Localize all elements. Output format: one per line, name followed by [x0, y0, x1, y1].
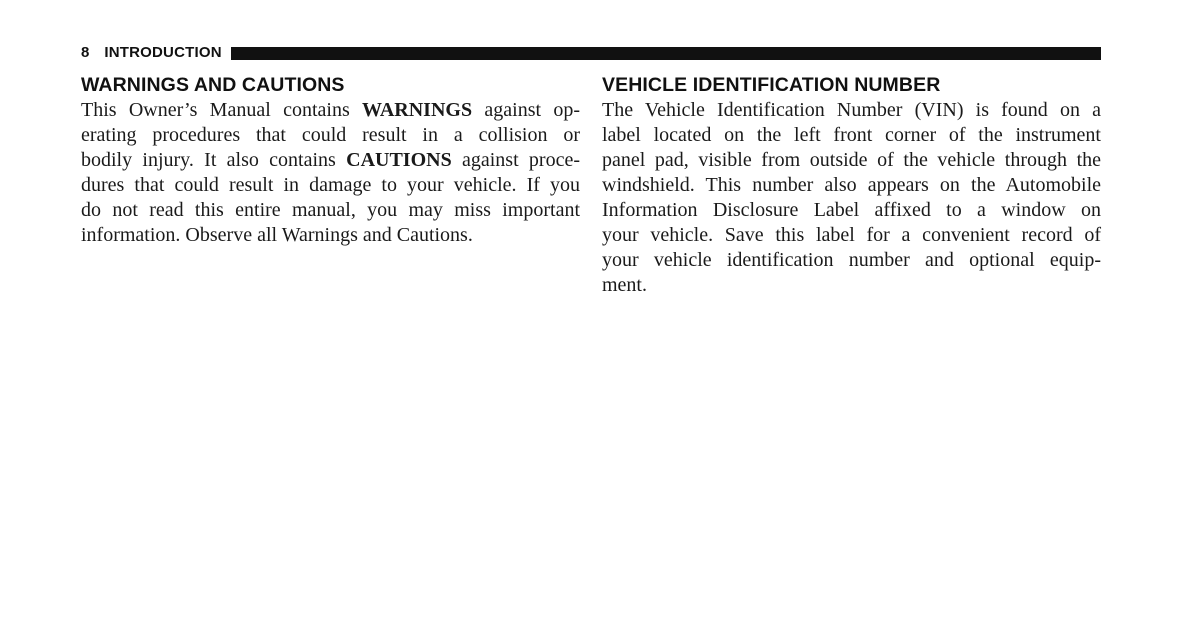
emphasis-text: WARNINGS	[362, 99, 473, 121]
text-line	[81, 223, 580, 248]
vin-section	[602, 72, 1101, 298]
text-run: label located on the left front corner of the instrument	[602, 124, 1101, 146]
text-run: windshield. This number also appears on the Automobile	[602, 174, 1101, 196]
warnings-heading: WARNINGS AND CAUTIONS	[81, 74, 345, 96]
text-run: dures that could result in damage to your vehicle. If you	[81, 174, 580, 196]
text-line	[602, 173, 1101, 198]
text-line	[81, 98, 580, 123]
text-run: erating procedures that could result in a collision or	[81, 124, 580, 146]
text-line	[602, 98, 1101, 123]
text-line	[602, 123, 1101, 148]
text-run: against op-	[472, 99, 581, 121]
text-line	[81, 123, 580, 148]
vin-paragraph	[602, 98, 1101, 298]
text-line	[602, 223, 1101, 248]
text-run: This Owner’s Manual contains	[81, 99, 363, 121]
text-run: panel pad, visible from outside of the vehicle through the	[602, 149, 1101, 171]
vin-heading: VEHICLE IDENTIFICATION NUMBER	[602, 74, 941, 96]
warnings-section	[81, 72, 580, 248]
warnings-paragraph	[81, 98, 580, 248]
section-title: INTRODUCTION	[104, 44, 222, 61]
text-run: against proce-	[451, 149, 581, 171]
text-run: The Vehicle Identification Number (VIN) is found on a	[602, 99, 1101, 121]
text-run: your vehicle. Save this label for a convenient record of	[602, 224, 1101, 246]
text-line	[602, 148, 1101, 173]
text-line	[602, 273, 1101, 298]
text-run: Information Disclosure Label affixed to a window on	[602, 199, 1101, 221]
text-line	[602, 248, 1101, 273]
running-head	[81, 44, 1101, 62]
text-run: do not read this entire manual, you may miss important	[81, 199, 580, 221]
page-number: 8	[81, 44, 90, 61]
text-run: bodily injury. It also contains	[81, 149, 347, 171]
header-rule	[231, 47, 1101, 60]
text-run: your vehicle identification number and optional equip-	[602, 249, 1101, 271]
text-run: ment.	[602, 274, 647, 296]
text-line	[602, 198, 1101, 223]
text-line	[81, 148, 580, 173]
emphasis-text: CAUTIONS	[346, 149, 452, 171]
text-line	[81, 198, 580, 223]
text-line	[81, 173, 580, 198]
text-run: information. Observe all Warnings and Cautions.	[81, 224, 473, 246]
